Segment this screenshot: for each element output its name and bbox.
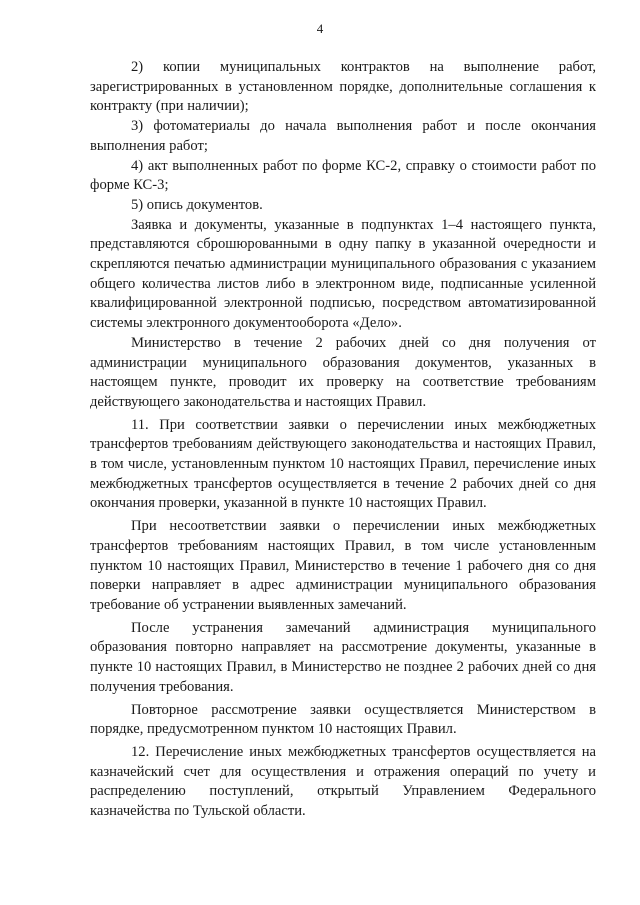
paragraph: 5) опись документов. (131, 196, 263, 213)
paragraph: Заявка и документы, указанные в подпунктах 1–4 настоящего пункта, представляются сброшюрованными в одну папку в указанной очередности и скрепляются печатью администрации муниципального образования с указанием общего количества листов либо в электронном виде, подписанные усиленной квалифицированной электронной подписью, посредством автоматизированной системы электронного документооборота «Дело». (90, 216, 596, 332)
document-body (90, 58, 596, 822)
paragraph: 4) акт выполненных работ по форме КС-2, справку о стоимости работ по форме КС-3; (90, 157, 596, 194)
paragraph: При несоответствии заявки о перечислении иных межбюджетных трансфертов требованиям настоящих Правил, в том числе установленным пунктом 10 настоящих Правил, Министерство в течение 1 рабочего дня со дня поверки направляет в адрес администрации муниципального образования требование об устранении выявленных замечаний. (90, 518, 596, 613)
paragraph: Министерство в течение 2 рабочих дней со дня получения от администрации муниципального образования документов, указанных в настоящем пункте, проводит их проверку на соответствие требованиям действующего законодательства и настоящих Правил. (90, 334, 596, 410)
paragraph: 2) копии муниципальных контрактов на выполнение работ, зарегистрированных в установленном порядке, дополнительные соглашения к контракту (при наличии); (90, 59, 596, 115)
page-number: 4 (316, 21, 324, 36)
paragraph-point-12: 12. Перечисление иных межбюджетных трансфертов осуществляется на казначейский счет для осуществления и отражения операций по учету и распределению поступлений, открытый Управлением Федерального казначейства по Тульской области. (90, 743, 596, 820)
paragraph: После устранения замечаний администрация муниципального образования повторно направляет на рассмотрение документы, указанные в пункте 10 настоящих Правил, в Министерство не позднее 2 рабочих дней со дня получения требования. (90, 619, 596, 695)
paragraph: Повторное рассмотрение заявки осуществляется Министерством в порядке, предусмотренном пунктом 10 настоящих Правил. (90, 701, 596, 738)
paragraph-point-11: 11. При соответствии заявки о перечислении иных межбюджетных трансфертов требованиям действующего законодательства и настоящих Правил, в том числе, установленным пунктом 10 настоящих Правил, перечисление иных межбюджетных трансфертов осуществляется в течение 2 рабочих дней со дня окончания проверки, указанной в пункте 10 настоящих Правил. (90, 416, 596, 512)
paragraph: 3) фотоматериалы до начала выполнения работ и после окончания выполнения работ; (90, 118, 596, 154)
